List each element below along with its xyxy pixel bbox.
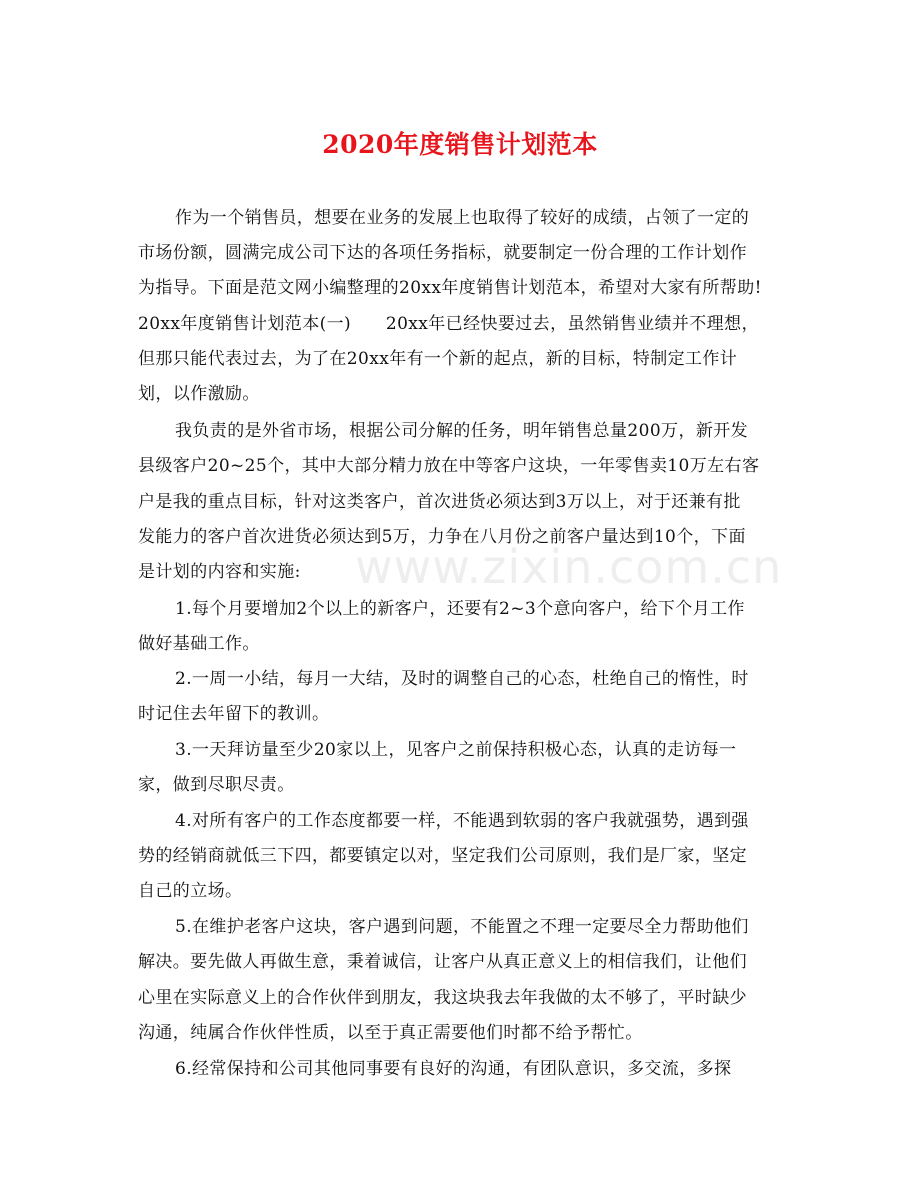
list-item-line: 解决。要先做人再做生意，秉着诚信，让客户从真正意义上的相信我们，让他们 xyxy=(138,952,747,972)
paragraph-line: 县级客户20~25个，其中大部分精力放在中等客户这块，一年零售卖10万左右客 xyxy=(138,456,760,476)
document-title: 2020年度销售计划范本 xyxy=(322,130,598,159)
paragraph-line: 是计划的内容和实施: xyxy=(138,562,301,582)
paragraph-line: 作为一个销售员，想要在业务的发展上也取得了较好的成绩，占领了一定的 xyxy=(175,208,750,228)
paragraph-line: 划，以作激励。 xyxy=(138,384,260,404)
paragraph-line: 但那只能代表过去，为了在20xx年有一个新的起点，新的目标，特制定工作计 xyxy=(138,349,738,369)
paragraph-line: 20xx年度销售计划范本(一) 20xx年已经快要过去，虽然销售业绩并不理想， xyxy=(138,314,759,334)
list-item-line: 做好基础工作。 xyxy=(138,634,260,654)
list-item-line: 沟通，纯属合作伙伴性质，以至于真正需要他们时都不给予帮忙。 xyxy=(138,1023,643,1043)
list-item-line: 时记住去年留下的教训。 xyxy=(138,704,330,724)
paragraph-line: 我负责的是外省市场，根据公司分解的任务，明年销售总量200万，新开发 xyxy=(175,421,749,441)
list-item-line: 3.一天拜访量至少20家以上，见客户之前保持积极心态，认真的走访每一 xyxy=(175,740,737,760)
list-item-line: 6.经常保持和公司其他同事要有良好的沟通，有团队意识，多交流，多探 xyxy=(175,1059,732,1079)
list-item-line: 心里在实际意义上的合作伙伴到朋友，我这块我去年我做的太不够了，平时缺少 xyxy=(138,988,747,1008)
paragraph-line: 市场份额，圆满完成公司下达的各项任务指标，就要制定一份合理的工作计划作 xyxy=(138,243,747,263)
list-item-line: 自己的立场。 xyxy=(138,881,243,901)
paragraph-line: 户是我的重点目标，针对这类客户，首次进货必须达到3万以上，对于还兼有批 xyxy=(138,492,741,512)
watermark-text: www.zixin.com.cn xyxy=(355,540,783,594)
list-item-line: 家，做到尽职尽责。 xyxy=(138,775,295,795)
list-item-line: 5.在维护老客户这块，客户遇到问题，不能置之不理一定要尽全力帮助他们 xyxy=(175,917,749,937)
list-item-line: 1.每个月要增加2个以上的新客户，还要有2~3个意向客户，给下个月工作 xyxy=(175,599,745,619)
list-item-line: 4.对所有客户的工作态度都要一样，不能遇到软弱的客户我就强势，遇到强 xyxy=(175,811,749,831)
list-item-line: 势的经销商就低三下四，都要镇定以对，坚定我们公司原则，我们是厂家，坚定 xyxy=(138,846,747,866)
paragraph-line: 为指导。下面是范文网小编整理的20xx年度销售计划范本，希望对大家有所帮助! xyxy=(138,278,762,298)
paragraph-line: 发能力的客户首次进货必须达到5万，力争在八月份之前客户量达到10个，下面 xyxy=(138,527,746,547)
list-item-line: 2.一周一小结，每月一大结，及时的调整自己的心态，杜绝自己的惰性，时 xyxy=(175,669,749,689)
